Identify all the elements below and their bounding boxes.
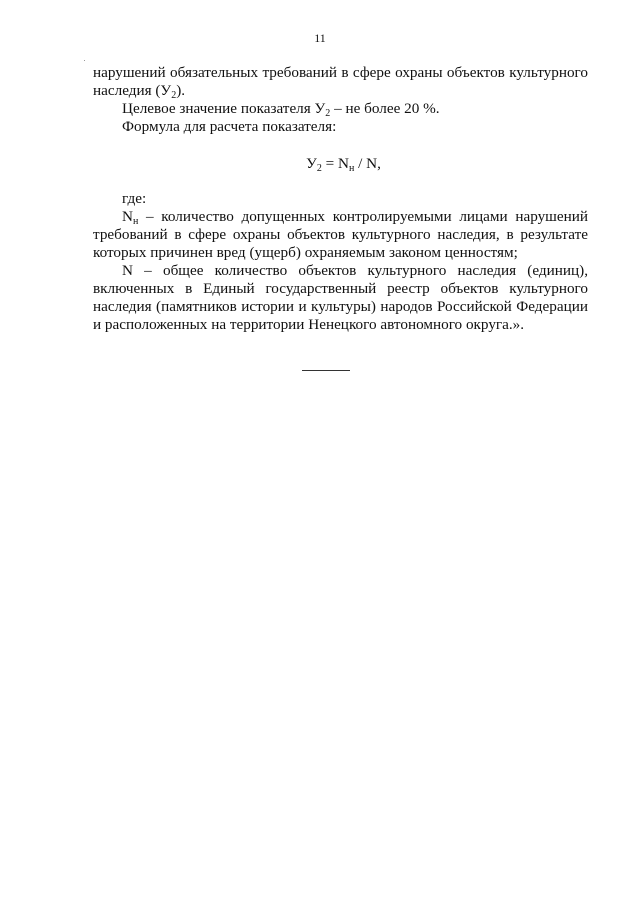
paragraph-formula-intro: Формула для расчета показателя: (122, 118, 337, 135)
paragraph-text: Целевое значение показателя У (122, 100, 326, 117)
subscript: н (132, 216, 139, 227)
page-number: 11 (314, 31, 326, 45)
definition-nn (93, 208, 588, 262)
formula-var: У (306, 155, 317, 172)
document-body (93, 64, 588, 334)
paragraph-text: нарушений обязательных требований в сфере охраны объектов культурного наследия (У (93, 64, 588, 99)
formula (93, 155, 588, 173)
end-separator-line (302, 370, 350, 371)
subscript: 2 (316, 163, 322, 174)
subscript: 2 (171, 90, 177, 101)
paragraph-tail: – не более 20 %. (330, 100, 440, 117)
formula-tail: / N, (354, 155, 381, 172)
definition-symbol: N (122, 208, 133, 225)
paragraph-target-value (93, 100, 588, 118)
definition-text: – количество допущенных контролируемыми лицами нарушений требований в сфере охраны объектов культурного наследия, в результате которых причинен вред (ущерб) охраняемым законом ценностям; (93, 208, 588, 261)
formula-eq: = N (321, 155, 349, 172)
subscript: н (348, 163, 355, 174)
subscript: 2 (325, 108, 331, 119)
scan-speck (84, 60, 85, 61)
paragraph-tail: ). (176, 82, 186, 99)
definition-n: N – общее количество объектов культурного наследия (единиц), включенных в Единый государственный реестр объектов культурного наследия (памятников истории и культуры) народов Российской Федерации и расположенных на территории Ненецкого автономного округа.». (93, 262, 588, 333)
paragraph-where: где: (122, 190, 147, 207)
paragraph-continuation (93, 64, 588, 100)
